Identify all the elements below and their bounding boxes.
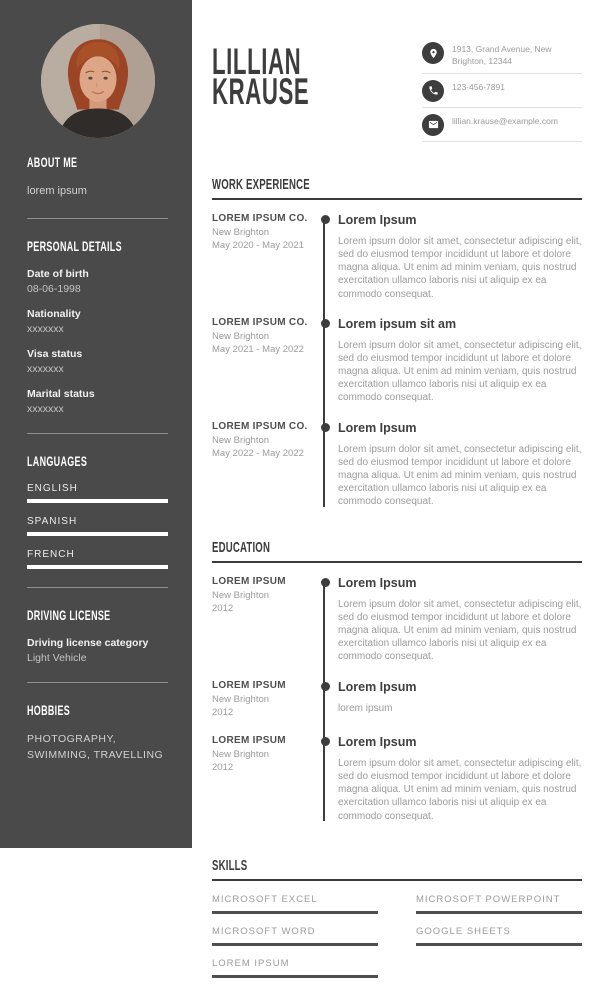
company-name: LOREM IPSUM CO. [212,316,308,328]
language-item [27,483,168,503]
school-name: LOREM IPSUM [212,679,286,691]
work-entry [212,213,582,317]
language-item [27,516,168,536]
personal-details-heading: PERSONAL DETAILS [27,237,122,254]
entry-title: Lorem Ipsum [338,679,417,694]
field-label: Driving license category [27,636,149,649]
phone-icon [422,80,444,102]
entry-location: New Brighton [212,434,270,446]
sidebar-section-about [27,154,168,219]
company-name: LOREM IPSUM CO. [212,212,308,224]
field-label: Marital status [27,387,95,400]
skills-grid [212,894,582,990]
language-name: ENGLISH [27,482,78,494]
timeline-column [312,735,338,823]
work-experience-heading: WORK EXPERIENCE [212,175,310,193]
skills-heading: SKILLS [212,856,248,874]
entry-title: Lorem Ipsum [338,575,417,590]
timeline-dot [321,578,330,587]
profile-photo-illustration [41,24,155,138]
education-entry [212,680,582,735]
field-value: xxxxxxx [27,402,64,415]
header [212,42,582,142]
profile-photo [41,24,155,138]
language-item [27,549,168,569]
language-level-bar [27,532,168,536]
skill-label: MICROSOFT WORD [212,925,316,937]
entry-location: New Brighton [212,693,270,705]
entry-dates: 2012 [212,706,234,718]
field-value: Light Vehicle [27,651,87,664]
entry-dates: May 2022 - May 2022 [212,447,304,459]
hobbies-heading: HOBBIES [27,701,71,718]
skill-item [212,926,378,946]
education-entry [212,735,582,839]
about-heading: ABOUT ME [27,154,78,170]
section-education [212,539,582,839]
field-value: xxxxxxx [27,362,64,375]
language-level-bar [27,499,168,503]
sidebar-section-hobbies [27,702,168,782]
field-value: 08-06-1998 [27,282,81,295]
about-text: lorem ipsum [27,185,87,197]
driving-license-field [27,637,168,664]
timeline-dot [321,682,330,691]
timeline-column [312,317,338,405]
skills-column-left [212,894,378,990]
field-label: Visa status [27,347,83,360]
entry-location: New Brighton [212,330,270,342]
contact-row-address [422,42,582,74]
location-pin-icon [422,42,444,64]
entry-description: Lorem ipsum dolor sit amet, consectetur adipiscing elit, sed do eiusmod tempor incididunt ut labore et dolore magna aliqua. Ut enim ad minim veniam, quis nostrud exercitation ullamco laboris nisi ut aliquip ex ea commodo consequat. [338,757,582,822]
field-label: Nationality [27,307,81,320]
entry-title: Lorem Ipsum [338,734,417,749]
field-label: Date of birth [27,267,89,280]
contact-info [422,42,582,142]
personal-field-date-of-birth [27,268,168,295]
person-name [212,41,422,112]
skill-item [416,926,582,946]
entry-dates: 2012 [212,761,234,773]
hobbies-text: PHOTOGRAPHY, SWIMMING, TRAVELLING [27,732,164,761]
entry-meta-column [212,317,312,405]
contact-row-phone [422,80,582,108]
entry-detail-column [338,213,582,301]
timeline-column [312,421,338,509]
entry-detail-column [338,317,582,405]
entry-description: Lorem ipsum dolor sit amet, consectetur adipiscing elit, sed do eiusmod tempor incididunt ut labore et dolore magna aliqua. Ut enim ad minim veniam, quis nostrud exercitation ullamco laboris nisi ut aliquip ex ea commodo consequat. [338,443,582,508]
timeline-column [312,680,338,719]
phone-text: 123-456-7891 [452,81,505,92]
work-entries [212,213,582,525]
school-name: LOREM IPSUM [212,734,286,746]
entry-location: New Brighton [212,226,270,238]
entry-meta-column [212,421,312,509]
first-name: LILLIAN [212,41,302,82]
entry-dates: May 2020 - May 2021 [212,239,304,251]
entry-dates: May 2021 - May 2022 [212,343,304,355]
skill-label: MICROSOFT POWERPOINT [416,893,561,905]
last-name: KRAUSE [212,71,310,112]
email-text: lillian.krause@example.com [452,115,558,126]
email-icon [422,114,444,136]
skill-level-bar [212,943,378,946]
work-entry [212,421,582,525]
contact-row-email [422,114,582,142]
skill-item [212,894,378,914]
entry-meta-column [212,680,312,719]
entry-meta-column [212,213,312,301]
timeline-line [323,221,325,507]
education-entry [212,576,582,680]
entry-detail-column [338,680,582,719]
work-entry [212,317,582,421]
languages-heading: LANGUAGES [27,452,88,469]
timeline-dot [321,215,330,224]
timeline-dot [321,423,330,432]
sidebar-section-driving-license [27,607,168,683]
timeline-column [312,213,338,301]
personal-field-visa-status [27,348,168,375]
skill-level-bar [212,975,378,978]
entry-detail-column [338,576,582,664]
main-content [192,0,600,969]
personal-field-marital-status [27,388,168,415]
sidebar [0,0,192,848]
skill-level-bar [416,911,582,914]
skill-item [212,958,378,978]
language-name: SPANISH [27,515,78,527]
entry-detail-column [338,735,582,823]
entry-title: Lorem ipsum sit am [338,316,457,331]
school-name: LOREM IPSUM [212,575,286,587]
timeline-dot [321,319,330,328]
sidebar-section-personal-details [27,238,168,434]
entry-dates: 2012 [212,602,234,614]
timeline-dot [321,737,330,746]
education-heading: EDUCATION [212,538,271,556]
skill-item [416,894,582,914]
language-name: FRENCH [27,548,75,560]
education-entries [212,576,582,839]
section-work-experience [212,176,582,525]
section-skills [212,857,582,990]
skills-column-right [416,894,582,958]
entry-description: Lorem ipsum dolor sit amet, consectetur adipiscing elit, sed do eiusmod tempor incididunt ut labore et dolore magna aliqua. Ut enim ad minim veniam, quis nostrud exercitation ullamco laboris nisi ut aliquip ex ea commodo consequat. [338,235,582,300]
entry-meta-column [212,576,312,664]
field-value: xxxxxxx [27,322,64,335]
skill-level-bar [416,943,582,946]
skill-label: LOREM IPSUM [212,957,290,969]
entry-meta-column [212,735,312,823]
entry-description: lorem ipsum [338,702,393,714]
entry-title: Lorem Ipsum [338,212,417,227]
skill-level-bar [212,911,378,914]
driving-license-heading: DRIVING LICENSE [27,606,111,623]
entry-location: New Brighton [212,748,270,760]
entry-description: Lorem ipsum dolor sit amet, consectetur adipiscing elit, sed do eiusmod tempor incididunt ut labore et dolore magna aliqua. Ut enim ad minim veniam, quis nostrud exercitation ullamco laboris nisi ut aliquip ex ea commodo consequat. [338,339,582,404]
entry-location: New Brighton [212,589,270,601]
entry-title: Lorem Ipsum [338,420,417,435]
timeline-column [312,576,338,664]
language-level-bar [27,565,168,569]
sidebar-section-languages [27,453,168,588]
entry-description: Lorem ipsum dolor sit amet, consectetur adipiscing elit, sed do eiusmod tempor incididunt ut labore et dolore magna aliqua. Ut enim ad minim veniam, quis nostrud exercitation ullamco laboris nisi ut aliquip ex ea commodo consequat. [338,598,582,663]
company-name: LOREM IPSUM CO. [212,420,308,432]
timeline-line [323,584,325,821]
entry-detail-column [338,421,582,509]
skill-label: GOOGLE SHEETS [416,925,511,937]
personal-field-nationality [27,308,168,335]
address-text: 1913, Grand Avenue, New Brighton, 12344 [452,44,552,66]
skill-label: MICROSOFT EXCEL [212,893,318,905]
